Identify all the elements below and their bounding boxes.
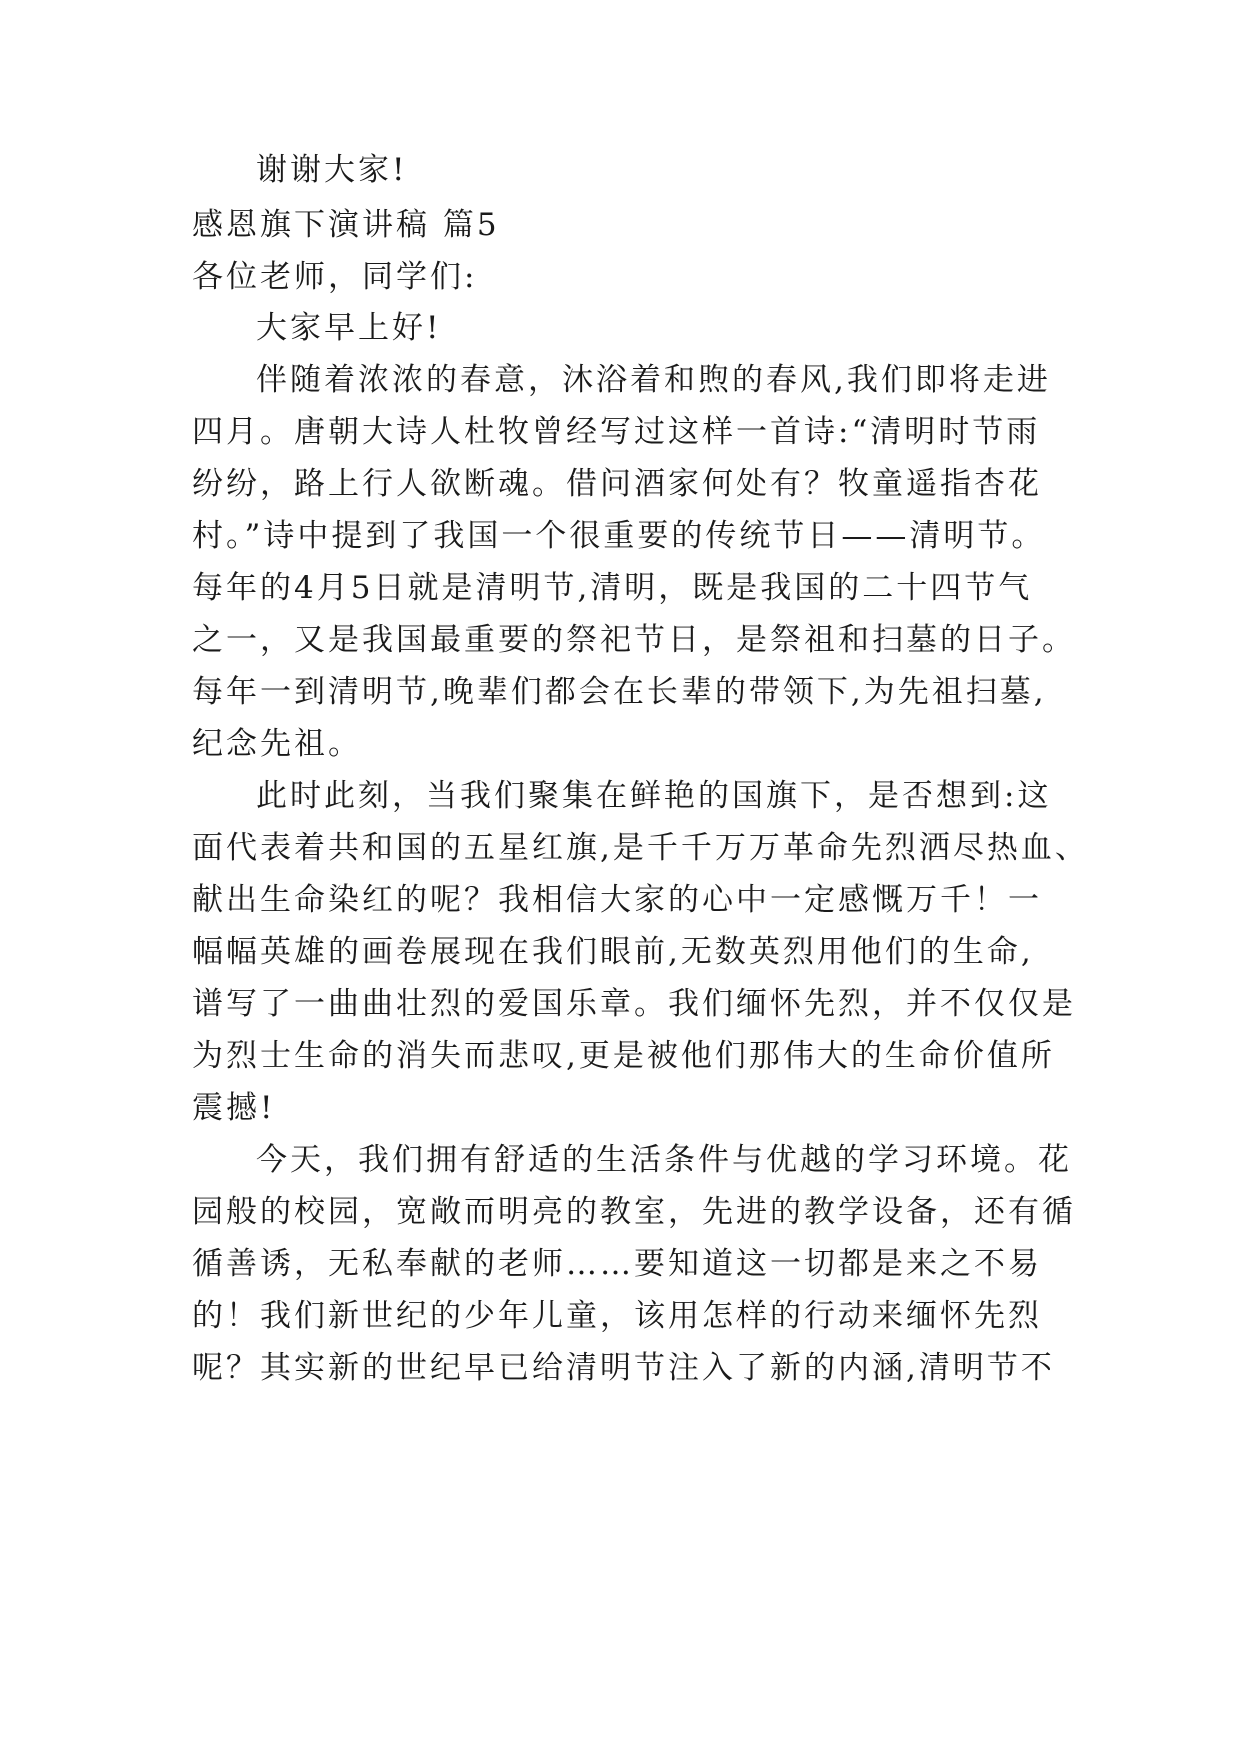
paragraph-2-line: 为烈士生命的消失而悲叹,更是被他们那伟大的生命价值所 <box>192 1038 1055 1074</box>
paragraph-3-line: 循善诱，无私奉献的老师……要知道这一切都是来之不易 <box>192 1246 1042 1282</box>
paragraph-1-line: 每年的4月5日就是清明节,清明，既是我国的二十四节气 <box>192 570 1033 606</box>
paragraph-1-line: 村。”诗中提到了我国一个很重要的传统节日——清明节。 <box>192 518 1046 554</box>
paragraph-2-line: 献出生命染红的呢？我相信大家的心中一定感慨万千！一 <box>192 882 1042 918</box>
closing-line: 谢谢大家! <box>256 152 408 188</box>
paragraph-1-line: 每年一到清明节,晚辈们都会在长辈的带领下,为先祖扫墓, <box>192 674 1047 710</box>
paragraph-3-line: 的！我们新世纪的少年儿童，该用怎样的行动来缅怀先烈 <box>192 1298 1042 1334</box>
paragraph-1-line: 纷纷，路上行人欲断魂。借问酒家何处有？牧童遥指杏花 <box>192 466 1042 502</box>
paragraph-3-line: 园般的校园，宽敞而明亮的教室，先进的教学设备，还有循 <box>192 1194 1076 1230</box>
paragraph-2-line: 谱写了一曲曲壮烈的爱国乐章。我们缅怀先烈，并不仅仅是 <box>192 986 1076 1022</box>
paragraph-1-line: 之一，又是我国最重要的祭祀节日，是祭祖和扫墓的日子。 <box>192 622 1076 658</box>
paragraph-3-line: 今天，我们拥有舒适的生活条件与优越的学习环境。花 <box>256 1142 1072 1178</box>
paragraph-1-line: 四月。唐朝大诗人杜牧曾经写过这样一首诗:“清明时节雨 <box>192 414 1041 450</box>
paragraph-1-line: 纪念先祖。 <box>192 726 362 762</box>
paragraph-2-line: 此时此刻，当我们聚集在鲜艳的国旗下，是否想到:这 <box>256 778 1052 814</box>
paragraph-2-line: 震撼! <box>192 1090 276 1126</box>
salutation: 各位老师，同学们: <box>192 259 478 295</box>
speech-title: 感恩旗下演讲稿 篇5 <box>192 207 500 243</box>
paragraph-2-line: 面代表着共和国的五星红旗,是千千万万革命先烈洒尽热血、 <box>192 830 1089 866</box>
paragraph-1-line: 伴随着浓浓的春意，沐浴着和煦的春风,我们即将走进 <box>256 362 1051 398</box>
paragraph-2-line: 幅幅英雄的画卷展现在我们眼前,无数英烈用他们的生命, <box>192 934 1034 970</box>
greeting: 大家早上好! <box>256 310 442 346</box>
paragraph-3-line: 呢？其实新的世纪早已给清明节注入了新的内涵,清明节不 <box>192 1350 1055 1386</box>
